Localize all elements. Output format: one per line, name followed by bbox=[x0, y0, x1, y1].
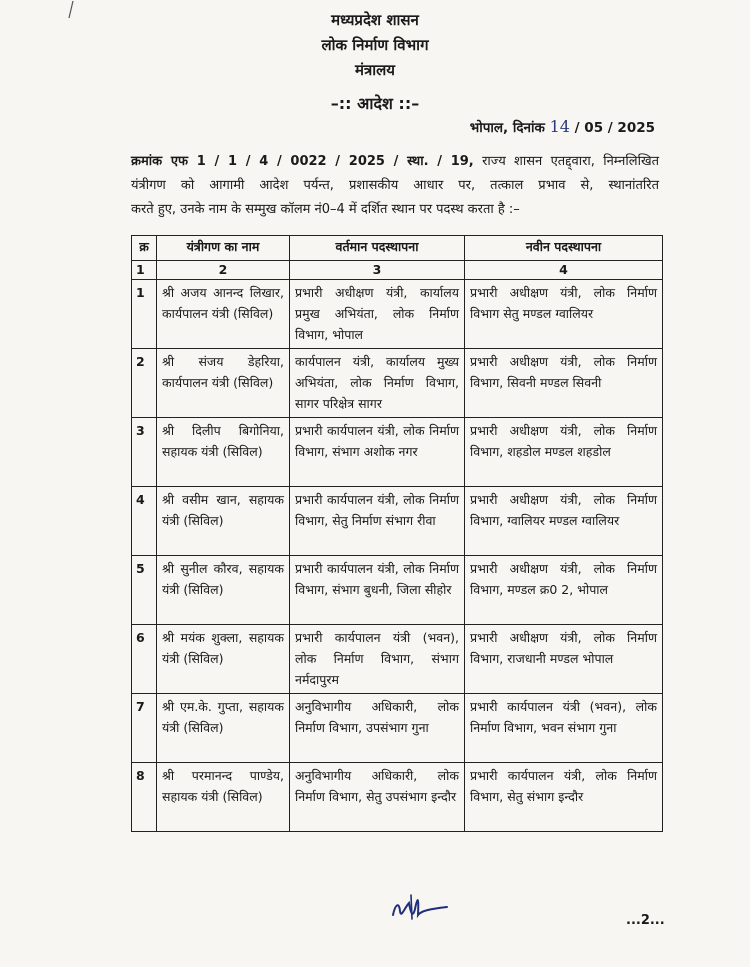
header-department: लोक निर्माण विभाग bbox=[321, 36, 429, 54]
header-serial: क्र bbox=[132, 236, 157, 261]
column-number-row bbox=[132, 261, 663, 280]
paragraph-line-3: करते हुए, उनके नाम के सम्मुख कॉलम नं0–4 में दर्शित स्थान पर पदस्थ करता है :– bbox=[131, 202, 520, 217]
cell-serial: 2 bbox=[132, 349, 157, 418]
cell-current-posting: कार्यपालन यंत्री, कार्यालय मुख्य अभियंता, लोक निर्माण विभाग, सागर परिक्षेत्र सागर bbox=[290, 349, 465, 418]
cell-serial: 5 bbox=[132, 556, 157, 625]
column-number: 1 bbox=[132, 261, 157, 280]
column-number: 3 bbox=[290, 261, 465, 280]
cell-new-posting: प्रभारी कार्यपालन यंत्री, लोक निर्माण विभाग, सेतु संभाग इन्दौर bbox=[465, 763, 663, 832]
cell-name: श्री एम.के. गुप्ता, सहायक यंत्री (सिविल) bbox=[157, 694, 290, 763]
cell-serial: 3 bbox=[132, 418, 157, 487]
cell-serial: 7 bbox=[132, 694, 157, 763]
table-row bbox=[132, 418, 663, 487]
header-current-posting: वर्तमान पदस्थापना bbox=[290, 236, 465, 261]
cell-new-posting: प्रभारी अधीक्षण यंत्री, लोक निर्माण विभाग, राजधानी मण्डल भोपाल bbox=[465, 625, 663, 694]
paragraph-line-1-text: राज्य शासन एतद्द्वारा, निम्नलिखित bbox=[482, 154, 659, 169]
paragraph-line-1 bbox=[131, 150, 659, 174]
table-row bbox=[132, 487, 663, 556]
cell-name: श्री परमानन्द पाण्डेय, सहायक यंत्री (सिविल) bbox=[157, 763, 290, 832]
cell-new-posting: प्रभारी अधीक्षण यंत्री, लोक निर्माण विभाग, मण्डल क्र0 2, भोपाल bbox=[465, 556, 663, 625]
cell-new-posting: प्रभारी अधीक्षण यंत्री, लोक निर्माण विभाग, ग्वालियर मण्डल ग्वालियर bbox=[465, 487, 663, 556]
cell-name: श्री अजय आनन्द लिखार, कार्यपालन यंत्री (सिविल) bbox=[157, 280, 290, 349]
cell-current-posting: प्रभारी कार्यपालन यंत्री, लोक निर्माण विभाग, संभाग बुधनी, जिला सीहोर bbox=[290, 556, 465, 625]
cell-serial: 6 bbox=[132, 625, 157, 694]
cell-name: श्री मयंक शुक्ला, सहायक यंत्री (सिविल) bbox=[157, 625, 290, 694]
date-prefix: भोपाल, दिनांक bbox=[469, 120, 545, 136]
cell-name: श्री दिलीप बिगोनिया, सहायक यंत्री (सिविल) bbox=[157, 418, 290, 487]
table-header-row bbox=[132, 236, 663, 261]
page-continuation: ...2... bbox=[626, 913, 665, 928]
cell-current-posting: प्रभारी कार्यपालन यंत्री, लोक निर्माण विभाग, सेतु निर्माण संभाग रीवा bbox=[290, 487, 465, 556]
cell-current-posting: अनुविभागीय अधिकारी, लोक निर्माण विभाग, सेतु उपसंभाग इन्दौर bbox=[290, 763, 465, 832]
cell-current-posting: अनुविभागीय अधिकारी, लोक निर्माण विभाग, उपसंभाग गुना bbox=[290, 694, 465, 763]
cell-current-posting: प्रभारी अधीक्षण यंत्री, कार्यालय प्रमुख अभियंता, लोक निर्माण विभाग, भोपाल bbox=[290, 280, 465, 349]
table-row bbox=[132, 763, 663, 832]
header-name: यंत्रीगण का नाम bbox=[157, 236, 290, 261]
cell-new-posting: प्रभारी कार्यपालन यंत्री (भवन), लोक निर्माण विभाग, भवन संभाग गुना bbox=[465, 694, 663, 763]
cell-name: श्री सुनील कौरव, सहायक यंत्री (सिविल) bbox=[157, 556, 290, 625]
transfer-table bbox=[131, 235, 663, 832]
table-row bbox=[132, 556, 663, 625]
date-day-handwritten: 14 bbox=[549, 117, 570, 136]
paragraph-line-2: यंत्रीगण को आगामी आदेश पर्यन्त, प्रशासकीय आधार पर, तत्काल प्रभाव से, स्थानांतरित bbox=[131, 178, 659, 193]
order-paragraph bbox=[131, 150, 659, 222]
header-ministry: मंत्रालय bbox=[354, 61, 395, 79]
header-government: मध्यप्रदेश शासन bbox=[331, 11, 419, 29]
table-row bbox=[132, 280, 663, 349]
table-row bbox=[132, 694, 663, 763]
cell-new-posting: प्रभारी अधीक्षण यंत्री, लोक निर्माण विभाग, शहडोल मण्डल शहडोल bbox=[465, 418, 663, 487]
cell-current-posting: प्रभारी कार्यपालन यंत्री (भवन), लोक निर्माण विभाग, संभाग नर्मदापुरम bbox=[290, 625, 465, 694]
column-number: 4 bbox=[465, 261, 663, 280]
cell-name: श्री संजय डेहरिया, कार्यपालन यंत्री (सिविल) bbox=[157, 349, 290, 418]
cell-name: श्री वसीम खान, सहायक यंत्री (सिविल) bbox=[157, 487, 290, 556]
header-new-posting: नवीन पदस्थापना bbox=[465, 236, 663, 261]
signature bbox=[385, 885, 455, 925]
column-number: 2 bbox=[157, 261, 290, 280]
date-rest: / 05 / 2025 bbox=[574, 120, 655, 136]
order-reference-number: क्रमांक एफ 1 / 1 / 4 / 0022 / 2025 / स्था. / 19, bbox=[131, 154, 474, 169]
order-title: –:: आदेश ::– bbox=[330, 94, 420, 113]
cell-new-posting: प्रभारी अधीक्षण यंत्री, लोक निर्माण विभाग सेतु मण्डल ग्वालियर bbox=[465, 280, 663, 349]
cell-serial: 4 bbox=[132, 487, 157, 556]
cell-serial: 8 bbox=[132, 763, 157, 832]
table-row bbox=[132, 349, 663, 418]
table-row bbox=[132, 625, 663, 694]
cell-current-posting: प्रभारी कार्यपालन यंत्री, लोक निर्माण विभाग, संभाग अशोक नगर bbox=[290, 418, 465, 487]
cell-new-posting: प्रभारी अधीक्षण यंत्री, लोक निर्माण विभाग, सिवनी मण्डल सिवनी bbox=[465, 349, 663, 418]
date-line bbox=[470, 117, 655, 136]
cell-serial: 1 bbox=[132, 280, 157, 349]
